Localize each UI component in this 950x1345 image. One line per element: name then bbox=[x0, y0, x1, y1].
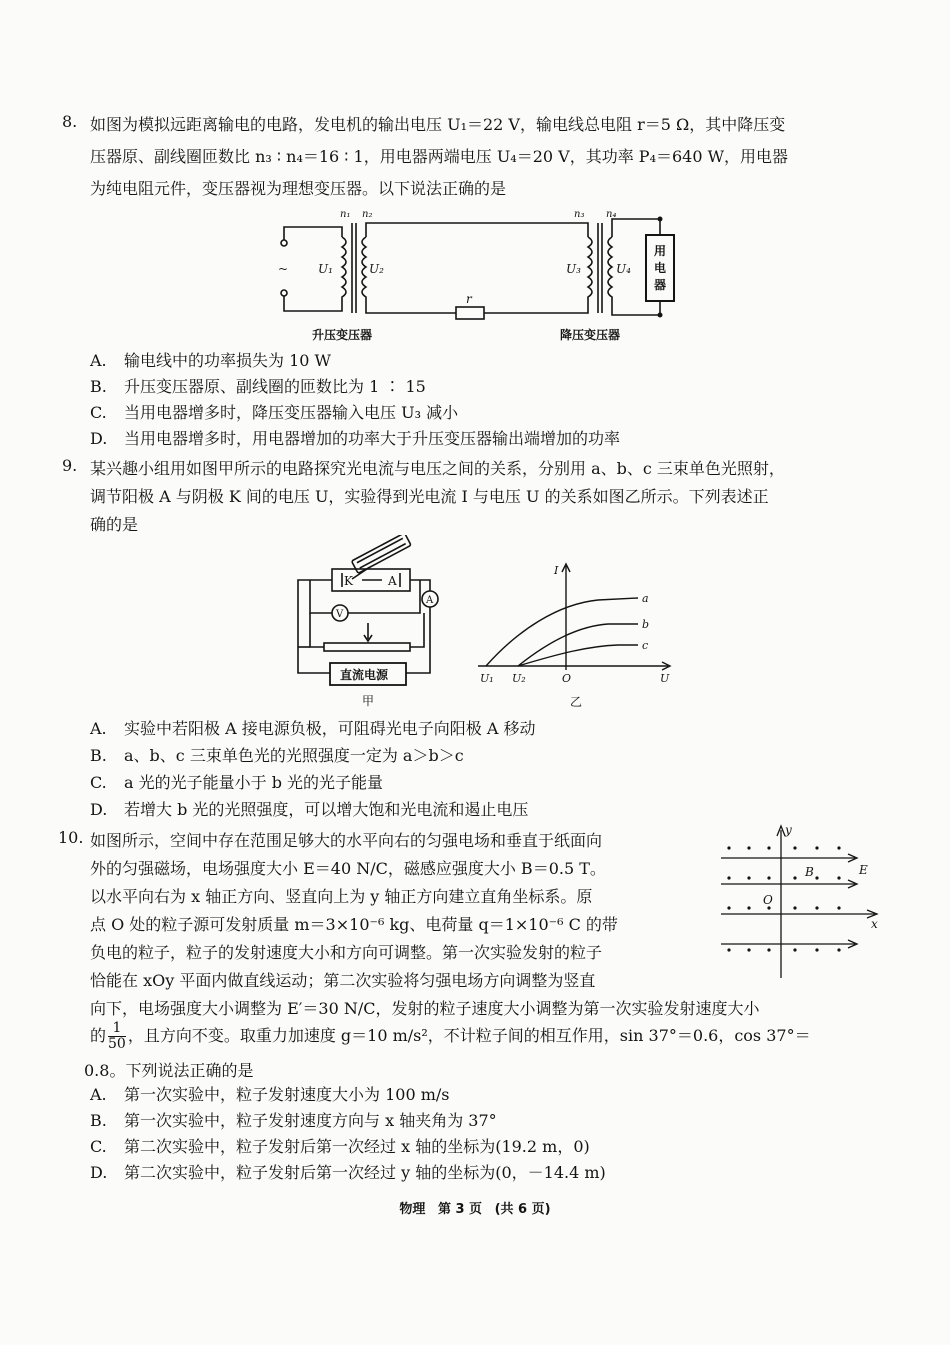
question-text-line: 恰能在 xOy 平面内做直线运动；第二次实验将匀强电场方向调整为竖直 bbox=[90, 971, 596, 990]
voltmeter-icon: V bbox=[336, 609, 344, 620]
photoelectric-circuit-diagram bbox=[290, 535, 450, 710]
axis-label-u: U bbox=[660, 672, 670, 685]
curve-c bbox=[518, 645, 638, 666]
label-n4: n₄ bbox=[606, 209, 617, 220]
label-u2: U₂ bbox=[512, 672, 526, 685]
label-r: r bbox=[466, 292, 472, 306]
option-a: A. 输电线中的功率损失为 10 W bbox=[90, 351, 331, 370]
option-a: A. 第一次实验中，粒子发射速度大小为 100 m/s bbox=[90, 1085, 450, 1104]
axis-label-x: x bbox=[871, 917, 878, 931]
curve-label-a: a bbox=[642, 592, 649, 605]
question-number: 9. bbox=[62, 456, 78, 475]
option-c: C. 第二次实验中，粒子发射后第一次经过 x 轴的坐标为(19.2 m，0) bbox=[90, 1137, 590, 1156]
label-ac-source: ~ bbox=[278, 262, 289, 276]
option-c: C. 当用电器增多时，降压变压器输入电压 U₃ 减小 bbox=[90, 403, 459, 422]
question-text-line: 某兴趣小组用如图甲所示的电路探究光电流与电压之间的关系，分别用 a、b、c 三束单色光照射， bbox=[90, 459, 785, 478]
option-b: B. a、b、c 三束单色光的光照强度一定为 a＞b＞c bbox=[90, 746, 464, 765]
option-d: D. 当用电器增多时，用电器增加的功率大于升压变压器输出端增加的功率 bbox=[90, 429, 621, 448]
option-b: B. 升压变压器原、副线圈的匝数比为 1 ∶ 15 bbox=[90, 377, 426, 396]
question-text-line: 外的匀强磁场，电场强度大小 E＝40 N/C，磁感应强度大小 B＝0.5 T。 bbox=[90, 859, 606, 878]
label-n2: n₂ bbox=[362, 209, 373, 220]
label-n3: n₃ bbox=[574, 209, 585, 220]
label-e-field: E bbox=[859, 863, 868, 877]
axis-label-i: I bbox=[554, 564, 559, 577]
question-text-line: 确的是 bbox=[90, 515, 139, 534]
page-footer bbox=[0, 1198, 950, 1217]
footer-page-number: 第 3 页 bbox=[437, 1202, 483, 1217]
field-coordinate-diagram bbox=[715, 822, 885, 982]
footer-total-pages: (共 6 页) bbox=[494, 1202, 551, 1217]
option-c: C. a 光的光子能量小于 b 光的光子能量 bbox=[90, 773, 384, 792]
question-text-line: 为纯电阻元件，变压器视为理想变压器。以下说法正确的是 bbox=[90, 179, 507, 198]
fraction-one-fiftieth: $\frac{1}{50}$ bbox=[108, 1020, 126, 1052]
label-b-field: B bbox=[805, 865, 814, 879]
iv-curve-graph bbox=[478, 560, 678, 710]
label-u2: U₂ bbox=[369, 262, 384, 276]
curve-label-b: b bbox=[642, 618, 650, 631]
option-d: D. 若增大 b 光的光照强度，可以增大饱和光电流和遏止电压 bbox=[90, 800, 529, 819]
question-text-line: 的 $\frac{1}{50}$ ，且方向不变。取重力加速度 g＝10 m/s²，不计粒子间的相互作用，sin 37°＝0.6，cos 37°＝ bbox=[90, 1020, 811, 1052]
label-anode: A bbox=[388, 574, 397, 588]
label-appliance-char: 器 bbox=[654, 278, 667, 292]
label-n1: n₁ bbox=[340, 209, 351, 220]
axis-label-y: y bbox=[785, 823, 792, 837]
caption-step-down: 降压变压器 bbox=[560, 328, 621, 342]
question-text-line: 调节阳极 A 与阴极 K 间的电压 U，实验得到光电流 I 与电压 U 的关系如图乙所示。下列表述正 bbox=[90, 487, 769, 506]
question-text-line: 0.8。下列说法正确的是 bbox=[84, 1061, 254, 1080]
label-u3: U₃ bbox=[566, 262, 581, 276]
question-text-line: 如图所示，空间中存在范围足够大的水平向右的匀强电场和垂直于纸面向 bbox=[90, 831, 603, 850]
transmission-circuit-diagram bbox=[270, 205, 690, 345]
origin-label: O bbox=[763, 893, 773, 907]
label-u4: U₄ bbox=[616, 262, 631, 276]
caption-figure-b: 乙 bbox=[570, 695, 583, 709]
ammeter-icon: A bbox=[426, 595, 434, 606]
option-b: B. 第一次实验中，粒子发射速度方向与 x 轴夹角为 37° bbox=[90, 1111, 497, 1130]
curve-label-c: c bbox=[642, 639, 649, 652]
origin-label: O bbox=[562, 672, 572, 685]
label-dc-source: 直流电源 bbox=[340, 668, 389, 682]
label-appliance-char: 电 bbox=[654, 261, 667, 275]
curve-a bbox=[486, 598, 638, 666]
question-text-line: 点 O 处的粒子源可发射质量 m＝3×10⁻⁶ kg、电荷量 q＝1×10⁻⁶ C 的带 bbox=[90, 915, 618, 934]
caption-figure-a: 甲 bbox=[362, 694, 375, 708]
label-appliance-char: 用 bbox=[654, 244, 667, 258]
label-u1: U₁ bbox=[480, 672, 494, 685]
caption-step-up: 升压变压器 bbox=[312, 328, 373, 342]
label-u1: U₁ bbox=[318, 262, 333, 276]
question-number: 10. bbox=[58, 828, 84, 847]
question-text-line: 向下，电场强度大小调整为 E′＝30 N/C，发射的粒子速度大小调整为第一次实验发射速度大小 bbox=[90, 999, 760, 1018]
label-cathode: K bbox=[344, 574, 353, 588]
option-d: D. 第二次实验中，粒子发射后第一次经过 y 轴的坐标为(0，－14.4 m) bbox=[90, 1163, 606, 1182]
question-text-line: 以水平向右为 x 轴正方向、竖直向上为 y 轴正方向建立直角坐标系。原 bbox=[90, 887, 593, 906]
question-text-line: 如图为模拟远距离输电的电路，发电机的输出电压 U₁＝22 V，输电线总电阻 r＝5 Ω，其中降压变 bbox=[90, 115, 786, 134]
question-text-line: 负电的粒子，粒子的发射速度大小和方向可调整。第一次实验发射的粒子 bbox=[90, 943, 603, 962]
question-text-line: 压器原、副线圈匝数比 n₃ ∶ n₄＝16 ∶ 1，用电器两端电压 U₄＝20 V，其功率 P₄＝640 W，用电器 bbox=[90, 147, 789, 166]
footer-subject: 物理 bbox=[399, 1202, 426, 1217]
option-a: A. 实验中若阳极 A 接电源负极，可阻碍光电子向阳极 A 移动 bbox=[90, 719, 536, 738]
question-number: 8. bbox=[62, 112, 78, 131]
